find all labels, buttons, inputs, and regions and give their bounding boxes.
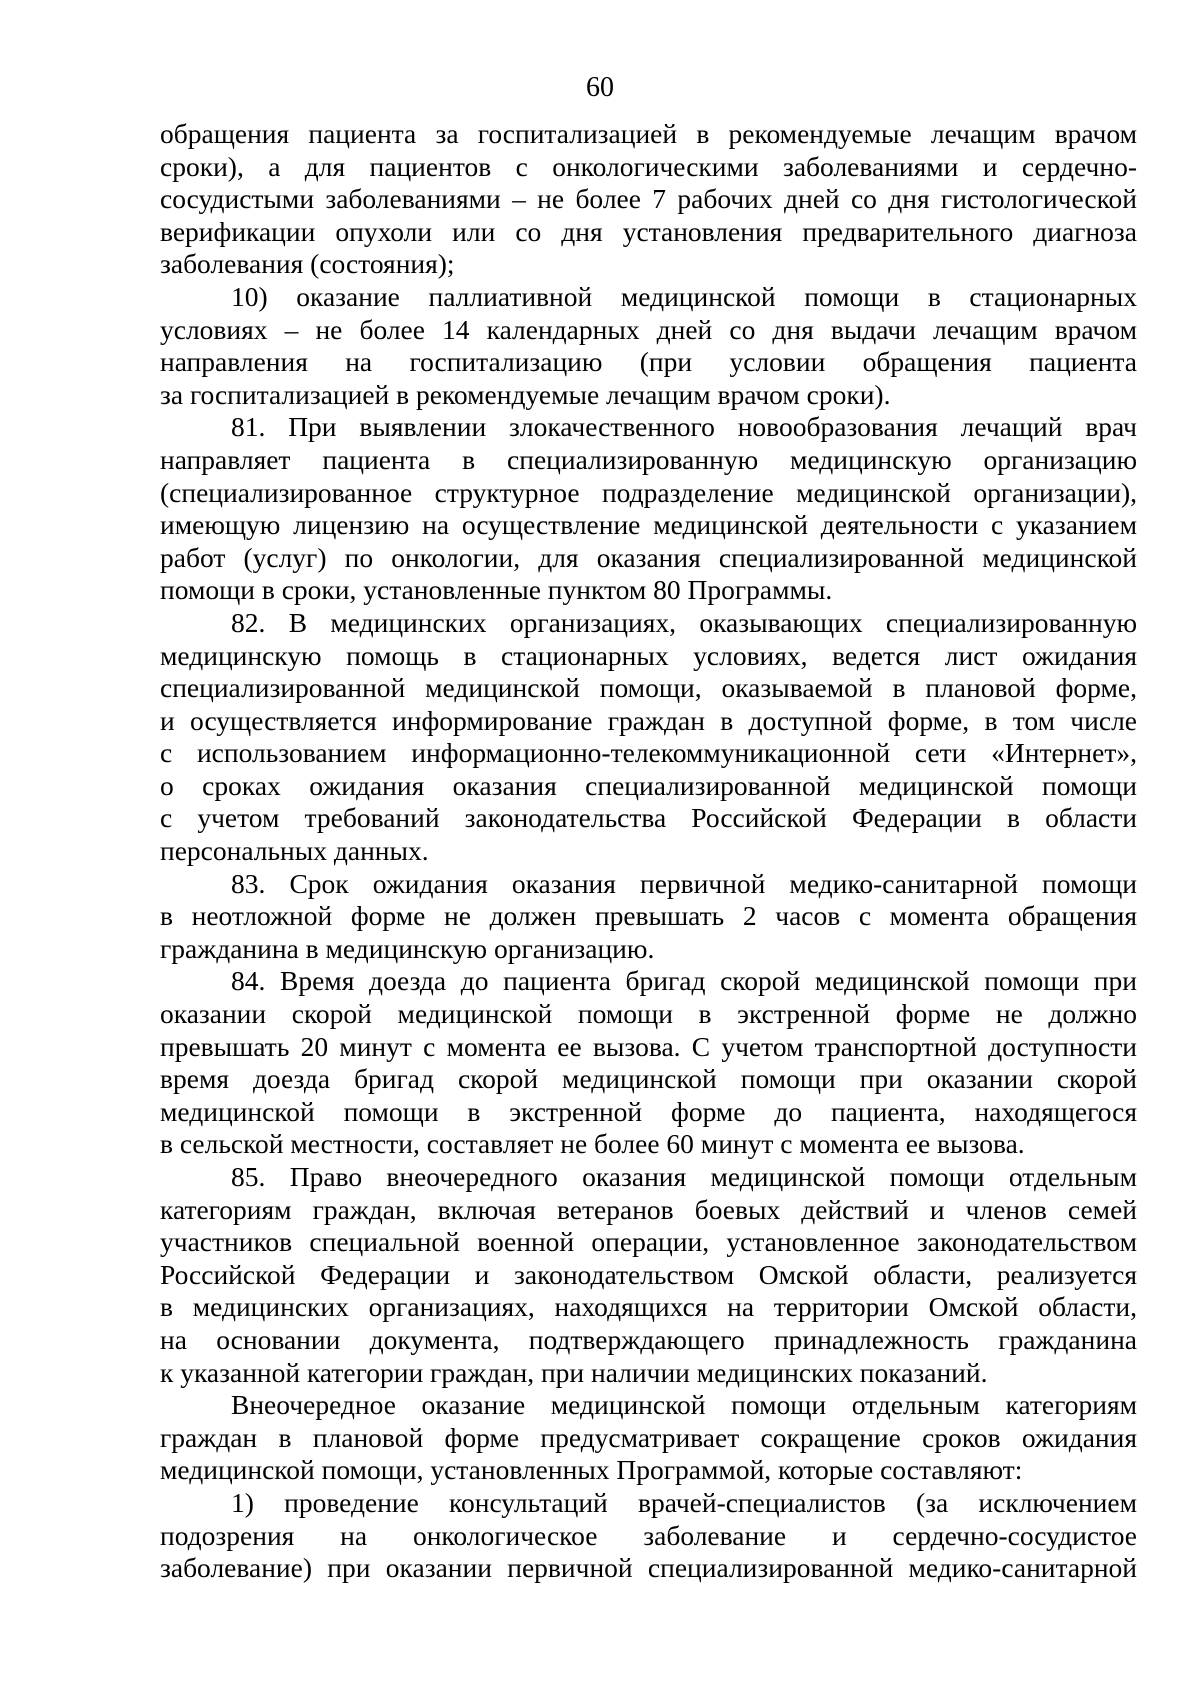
text-line: сосудистыми заболеваниями – не более 7 рабочих дней со дня гистологической: [160, 183, 1137, 215]
text-line: специализированной медицинской помощи, оказываемой в плановой форме,: [160, 672, 1137, 704]
body-text: [160, 118, 1137, 1585]
text-line: о сроках ожидания оказания специализированной медицинской помощи: [160, 769, 1137, 801]
text-line: оказании скорой медицинской помощи в экстренной форме не должно: [160, 998, 1137, 1030]
text-line: за госпитализацией в рекомендуемые лечащим врачом сроки).: [160, 378, 891, 410]
text-line: имеющую лицензию на осуществление медицинской деятельности с указанием: [160, 509, 1137, 541]
text-line: сроки), а для пациентов с онкологическими заболеваниями и сердечно-: [160, 150, 1137, 182]
text-line: время доезда бригад скорой медицинской помощи при оказании скорой: [160, 1063, 1137, 1095]
text-line: гражданина в медицинскую организацию.: [160, 932, 655, 964]
text-line: 84. Время доезда до пациента бригад скорой медицинской помощи при: [231, 965, 1137, 997]
text-line: категориям граждан, включая ветеранов боевых действий и членов семей: [160, 1193, 1137, 1225]
text-line: заболевание) при оказании первичной специализированной медико-санитарной: [160, 1552, 1137, 1584]
text-line: обращения пациента за госпитализацией в рекомендуемые лечащим врачом: [160, 118, 1137, 149]
text-line: медицинскую помощь в стационарных условиях, ведется лист ожидания: [160, 639, 1137, 671]
text-line: заболевания (состояния);: [160, 248, 455, 280]
text-line: граждан в плановой форме предусматривает сокращение сроков ожидания: [160, 1421, 1137, 1453]
text-line: в сельской местности, составляет не более 60 минут с момента ее вызова.: [160, 1128, 1025, 1160]
text-line: в медицинских организациях, находящихся на территории Омской области,: [160, 1291, 1137, 1323]
text-line: Российской Федерации и законодательством Омской области, реализуется: [160, 1258, 1137, 1290]
text-line: верификации опухоли или со дня установления предварительного диагноза: [160, 215, 1137, 247]
text-line: 1) проведение консультаций врачей-специалистов (за исключением: [231, 1486, 1137, 1518]
text-line: и осуществляется информирование граждан в доступной форме, в том числе: [160, 704, 1137, 736]
text-line: 83. Срок ожидания оказания первичной медико-санитарной помощи: [231, 867, 1137, 899]
text-line: помощи в сроки, установленные пунктом 80 Программы.: [160, 574, 833, 606]
text-line: 82. В медицинских организациях, оказывающих специализированную: [231, 606, 1137, 638]
text-line: направляет пациента в специализированную медицинскую организацию: [160, 443, 1137, 475]
text-line: в неотложной форме не должен превышать 2 часов с момента обращения: [160, 900, 1137, 932]
text-line: превышать 20 минут с момента ее вызова. С учетом транспортной доступности: [160, 1030, 1137, 1062]
text-line: работ (услуг) по онкологии, для оказания специализированной медицинской: [160, 541, 1137, 573]
text-line: персональных данных.: [160, 835, 429, 867]
page-number: 60: [586, 72, 614, 103]
text-line: медицинской помощи в экстренной форме до пациента, находящегося: [160, 1095, 1137, 1127]
text-line: (специализированное структурное подразделение медицинской организации),: [160, 476, 1137, 508]
text-line: 85. Право внеочередного оказания медицинской помощи отдельным: [231, 1161, 1137, 1192]
text-line: медицинской помощи, установленных Программой, которые составляют:: [160, 1454, 1023, 1486]
text-line: направления на госпитализацию (при условии обращения пациента: [160, 346, 1137, 378]
text-line: 10) оказание паллиативной медицинской помощи в стационарных: [231, 280, 1137, 312]
text-line: условиях – не более 14 календарных дней со дня выдачи лечащим врачом: [160, 313, 1137, 345]
text-line: к указанной категории граждан, при наличии медицинских показаний.: [160, 1356, 988, 1388]
text-line: участников специальной военной операции, установленное законодательством: [160, 1226, 1137, 1258]
text-line: с использованием информационно-телекоммуникационной сети «Интернет»,: [160, 737, 1137, 769]
text-line: подозрения на онкологическое заболевание и сердечно-сосудистое: [160, 1519, 1137, 1551]
text-line: на основании документа, подтверждающего принадлежность гражданина: [160, 1323, 1137, 1355]
text-line: с учетом требований законодательства Российской Федерации в области: [160, 802, 1137, 834]
text-line: 81. При выявлении злокачественного новообразования лечащий врач: [231, 411, 1137, 443]
text-line: Внеочередное оказание медицинской помощи отдельным категориям: [231, 1389, 1137, 1421]
